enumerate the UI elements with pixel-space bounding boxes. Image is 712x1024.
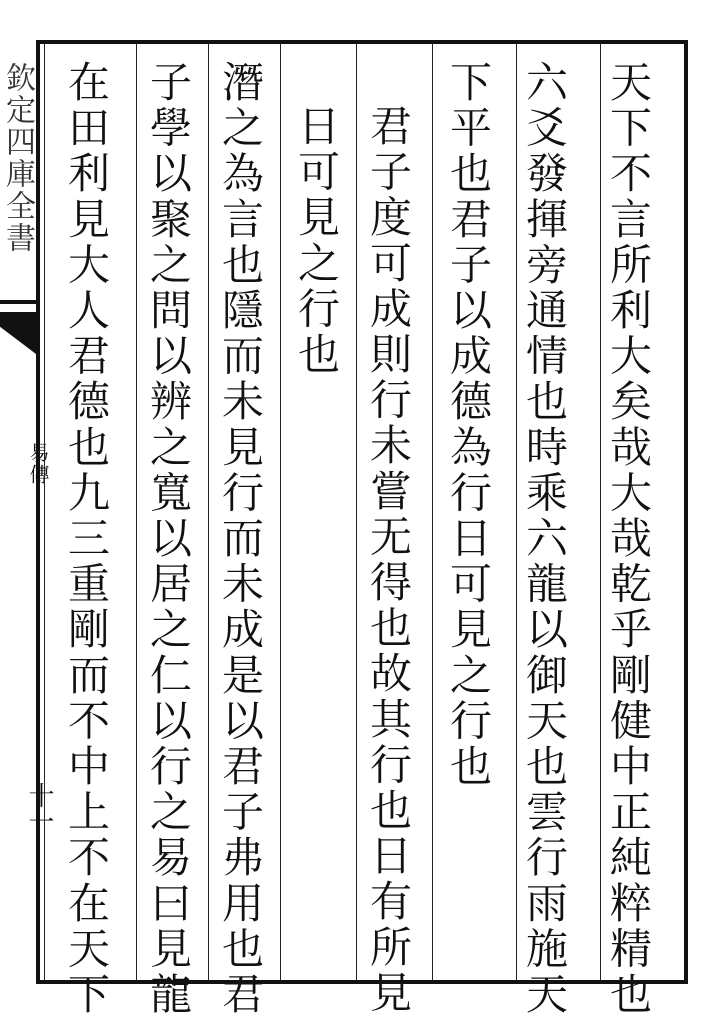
text-column-4 bbox=[356, 44, 432, 1016]
column-text-6: 潛之為言也隱而未見行而未成是以君子弗用也君 bbox=[216, 60, 265, 1018]
fish-tail-mark bbox=[0, 312, 36, 354]
text-column-1 bbox=[600, 44, 684, 1018]
text-column-8 bbox=[44, 44, 136, 1018]
margin-title: 欽定四庫全書 bbox=[0, 62, 35, 254]
book-title: 易傳 bbox=[26, 442, 50, 486]
text-column-7 bbox=[136, 44, 208, 1018]
column-text-4: 君子度可成則行未嘗无得也故其行也日有所見 bbox=[364, 104, 413, 1016]
text-column-2 bbox=[516, 44, 600, 1018]
fish-tail-line bbox=[0, 300, 36, 304]
text-column-6 bbox=[208, 44, 280, 1018]
text-column-3 bbox=[432, 44, 516, 980]
column-text-1: 天下不言所利大矣哉大哉乾乎剛健中正純粹精也 bbox=[604, 60, 653, 1018]
column-text-3: 下平也君子以成德為行日可見之行也 bbox=[444, 60, 493, 790]
text-column-5 bbox=[280, 44, 356, 980]
page-number: 十一 bbox=[24, 782, 54, 834]
column-text-2: 六爻發揮旁通情也時乘六龍以御天也雲行雨施天 bbox=[520, 60, 569, 1018]
column-text-5: 日可見之行也 bbox=[292, 104, 341, 378]
column-text-8: 在田利見大人君德也九三重剛而不中上不在天下 bbox=[62, 60, 111, 1018]
column-text-7: 子學以聚之問以辨之寬以居之仁以行之易曰見龍 bbox=[144, 60, 193, 1018]
